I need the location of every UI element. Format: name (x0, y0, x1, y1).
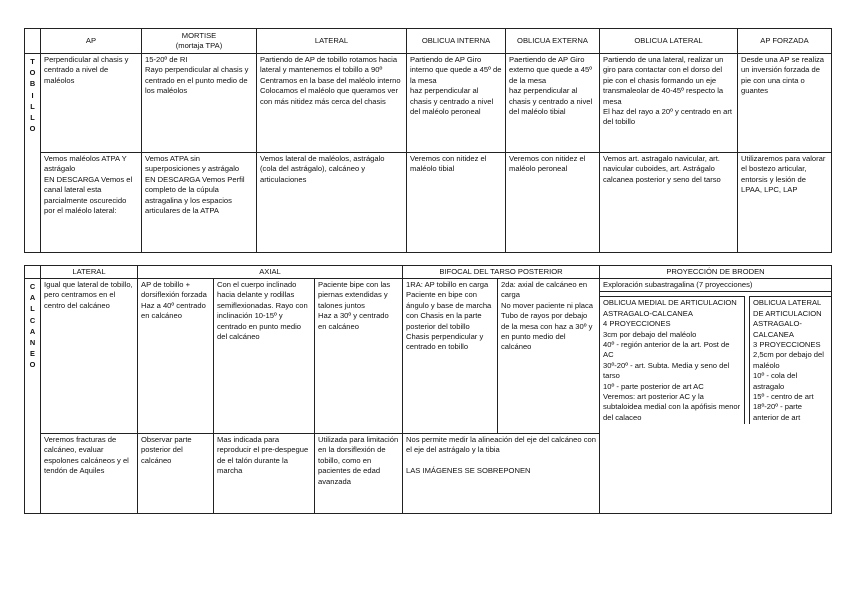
lateral-positioning: Partiendo de AP de tobillo rotamos hacia lateral y mantenemos el tobillo a 90º Centramos en la base del maléolo interno Colocamos el maléolo que queramos ver con más nitidez más cerca del chasis (257, 54, 407, 153)
broden-medial: OBLICUA MEDIAL DE ARTICULACION ASTRAGALO-CALCANEA 4 PROYECCIONES 3cm por debajo del maléolo 40º - región anterior de la art. Post de AC 30º-20º - art. Subta. Media y seno del tarso 10º - parte posterior de art AC Veremos: art posterior AC y la subtaloidea medial con la apófisis menor del calaceo (600, 296, 745, 424)
bifocal-1-positioning: 1RA: AP tobillo en carga Paciente en bipe con ángulo y base de marcha con Chasis en la parte posterior del tobillo Chasis perpendicular y centrado en tobillo (403, 279, 498, 434)
row-letter: O (29, 124, 36, 134)
row-letter: L (30, 113, 35, 123)
row-letter: A (29, 326, 36, 336)
axial-2-findings: Mas indicada para reproducir el pre-despegue de el talón durante la marcha (214, 434, 315, 514)
bifocal-findings: Nos permite medir la alineación del eje del calcáneo con el eje del astrágalo y la tibia LAS IMÁGENES SE SOBREPONEN (403, 434, 600, 514)
header-axial: AXIAL (138, 266, 403, 279)
oblicua-interna-findings: Veremos con nitidez el maléolo tibial (407, 153, 506, 253)
mortise-positioning: 15-20º de RI Rayo perpendicular al chasis y centrado en el punto medio de los maléolos (142, 54, 257, 153)
calcaneo-table (24, 265, 832, 514)
header-mortise (142, 29, 257, 54)
bifocal-2-positioning: 2da: axial de calcáneo en carga No mover paciente ni placa Tubo de rayos por debajo de la mesa con haz a 30º y en punto medio del calcáneo (498, 279, 600, 434)
row-letter: C (29, 315, 36, 325)
row-letter: T (30, 57, 35, 66)
ap-positioning: Perpendicular al chasis y centrado a nivel de maléolos (41, 54, 142, 153)
oblicua-interna-positioning: Partiendo de AP Giro interno que quede a 45º de la mesa haz perpendicular al chasis y centrado a nivel del maléolo peroneal (407, 54, 506, 153)
corner-cell (25, 266, 41, 279)
axial-2-positioning: Con el cuerpo inclinado hacia delante y rodillas semiflexionadas. Rayo con inclinación 10-15º y centrado en punto medio del calcáneo (214, 279, 315, 434)
header-oblicua-externa: OBLICUA EXTERNA (506, 29, 600, 54)
header-oblicua-lateral: OBLICUA LATERAL (600, 29, 738, 54)
calcaneo-row-label (25, 279, 41, 514)
axial-1-findings: Observar parte posterior del calcáneo (138, 434, 214, 514)
row-letter: I (31, 90, 34, 100)
tobillo-row-label (25, 54, 41, 253)
header-lateral: LATERAL (41, 266, 138, 279)
header-broden: PROYECCIÓN DE BRODEN (600, 266, 832, 279)
header-oblicua-interna: OBLICUA INTERNA (407, 29, 506, 54)
row-letter: L (30, 101, 35, 111)
ap-forzada-positioning: Desde una AP se realiza un inversión forzada de pie con una cinta o guantes (738, 54, 832, 153)
row-letter: A (29, 293, 36, 303)
header-ap: AP (41, 29, 142, 54)
calcaneo-positioning-row (25, 279, 832, 434)
header-lateral: LATERAL (257, 29, 407, 54)
row-letter: B (29, 79, 36, 89)
corner-cell (25, 29, 41, 54)
mortise-findings: Vemos ATPA sin superposiciones y astrágalo EN DESCARGA Vemos Perfil completo de la cúpula astragalina y los espacios articulares de la ATPA (142, 153, 257, 253)
broden-lateral: OBLICUA LATERAL DE ARTICULACION ASTRAGALO-CALCANEA 3 PROYECCIONES 2,5cm por debajo del maléolo 10º - cola del astragalo 15º - centro de art 18º-20º - parte anterior de art (749, 296, 831, 424)
broden-projections (600, 292, 831, 424)
oblicua-externa-findings: Veremos con nitidez el maléolo peroneal (506, 153, 600, 253)
row-letter: O (29, 68, 36, 78)
ap-findings: Vemos maléolos ATPA Y astrágalo EN DESCARGA Vemos el canal lateral esta parcialmente oscurecido por el maléolo lateral: (41, 153, 142, 253)
header-mortise-subtitle: (mortaja TPA) (175, 41, 223, 50)
row-letter: L (30, 304, 35, 314)
axial-3-positioning: Paciente bipe con las piernas extendidas y talones juntos Haz a 30º y centrado en calcáneo (315, 279, 403, 434)
oblicua-externa-positioning: Paertiendo de AP Giro externo que quede a 45º de la mesa haz perpendicular al chasis y centrado a nivel del maléolo tibial (506, 54, 600, 153)
tobillo-table (24, 28, 832, 253)
tobillo-positioning-row (25, 54, 832, 153)
header-mortise-title: MORTISE (181, 30, 217, 40)
axial-3-findings: Utilizada para limitación en la dorsiflexión de tobillo, como en pacientes de edad avanzada (315, 434, 403, 514)
broden-cell (600, 279, 832, 514)
row-letter: C (29, 282, 36, 291)
lateral-findings: Vemos lateral de maléolos, astrágalo (cola del astrágalo), calcáneo y articulaciones (257, 153, 407, 253)
row-letter: N (29, 338, 36, 348)
oblicua-lateral-positioning: Partiendo de una lateral, realizar un giro para contactar con el dorso del pie con el chasis formando un eje transmaleolar de 40-45º respecto la mesa El haz del rayo a 20º y centrado en art del tobillo (600, 54, 738, 153)
header-bifocal: BIFOCAL DEL TARSO POSTERIOR (403, 266, 600, 279)
calcaneo-header-row (25, 266, 832, 279)
lateral-positioning: Igual que lateral de tobillo, pero centramos en el centro del calcáneo (41, 279, 138, 434)
ap-forzada-findings: Utilizaremos para valorar el bostezo articular, entorsis y lesión de LPAA, LPC, LAP (738, 153, 832, 253)
broden-intro: Exploración subastragalina (7 proyecciones) (600, 279, 831, 292)
tobillo-findings-row (25, 153, 832, 253)
axial-1-positioning: AP de tobillo + dorsiflexión forzada Haz a 40º centrado en calcáneo (138, 279, 214, 434)
oblicua-lateral-findings: Vemos art. astragalo navicular, art. navicular cuboides, art. Astrágalo calcanea posterior y seno del tarso (600, 153, 738, 253)
lateral-findings: Veremos fracturas de calcáneo, evaluar espolones calcáneos y el tendón de Aquiles (41, 434, 138, 514)
tobillo-header-row (25, 29, 832, 54)
row-letter: E (30, 349, 35, 359)
row-letter: O (29, 360, 36, 370)
header-ap-forzada: AP FORZADA (738, 29, 832, 54)
